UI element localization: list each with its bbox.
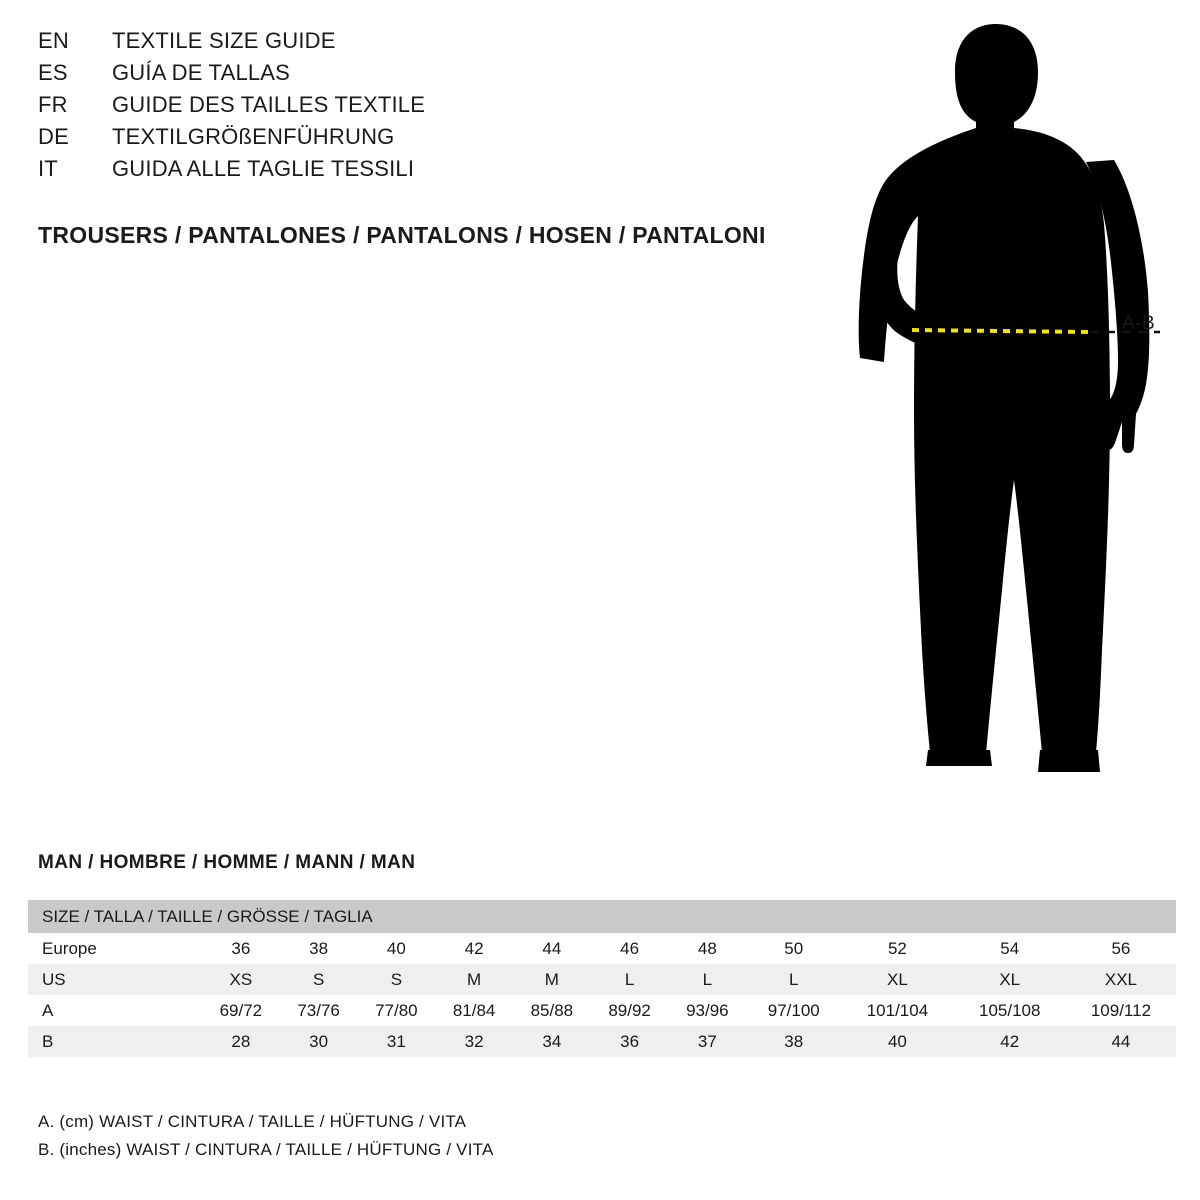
size-table bbox=[28, 900, 1176, 1057]
cell: 32 bbox=[435, 1026, 513, 1057]
language-row bbox=[38, 156, 838, 188]
cell: 46 bbox=[591, 933, 669, 964]
language-title: TEXTILGRÖßENFÜHRUNG bbox=[112, 124, 395, 149]
cell: 52 bbox=[841, 933, 953, 964]
cell: 73/76 bbox=[280, 995, 358, 1026]
cell: 56 bbox=[1066, 933, 1176, 964]
cell: M bbox=[435, 964, 513, 995]
cell: 36 bbox=[591, 1026, 669, 1057]
cell: XS bbox=[202, 964, 280, 995]
cell: 105/108 bbox=[954, 995, 1066, 1026]
cell: 93/96 bbox=[669, 995, 747, 1026]
cell: S bbox=[280, 964, 358, 995]
cell: L bbox=[746, 964, 841, 995]
language-code: DE bbox=[38, 124, 69, 149]
cell: 38 bbox=[280, 933, 358, 964]
language-title: GUIDE DES TAILLES TEXTILE bbox=[112, 92, 426, 117]
language-row bbox=[38, 124, 838, 156]
language-row bbox=[38, 28, 838, 60]
cell: 50 bbox=[746, 933, 841, 964]
language-code: IT bbox=[38, 156, 58, 181]
cell: 38 bbox=[746, 1026, 841, 1057]
table-header-label: SIZE / TALLA / TAILLE / GRÖSSE / TAGLIA bbox=[28, 900, 1176, 933]
cell: 34 bbox=[513, 1026, 591, 1057]
row-label: US bbox=[28, 964, 202, 995]
cell: 42 bbox=[435, 933, 513, 964]
cell: L bbox=[669, 964, 747, 995]
footnote-a: A. (cm) WAIST / CINTURA / TAILLE / HÜFTUNG / VITA bbox=[38, 1112, 467, 1131]
footnotes bbox=[38, 1108, 494, 1164]
figure-illustration bbox=[800, 10, 1200, 810]
language-title: GUÍA DE TALLAS bbox=[112, 60, 291, 85]
cell: XL bbox=[954, 964, 1066, 995]
cell: S bbox=[358, 964, 436, 995]
cell: L bbox=[591, 964, 669, 995]
cell: 97/100 bbox=[746, 995, 841, 1026]
cell: 28 bbox=[202, 1026, 280, 1057]
cell: 54 bbox=[954, 933, 1066, 964]
cell: 31 bbox=[358, 1026, 436, 1057]
cell: 101/104 bbox=[841, 995, 953, 1026]
cell: 42 bbox=[954, 1026, 1066, 1057]
cell: 48 bbox=[669, 933, 747, 964]
language-title: TEXTILE SIZE GUIDE bbox=[112, 28, 336, 53]
cell: 81/84 bbox=[435, 995, 513, 1026]
cell: 37 bbox=[669, 1026, 747, 1057]
garment-type-title: TROUSERS / PANTALONES / PANTALONS / HOSEN / PANTALONI bbox=[38, 222, 766, 248]
language-row bbox=[38, 92, 838, 124]
language-code: ES bbox=[38, 60, 68, 85]
table-row bbox=[28, 964, 1176, 995]
row-label: B bbox=[28, 1026, 202, 1057]
language-row bbox=[38, 60, 838, 92]
cell: XXL bbox=[1066, 964, 1176, 995]
row-label: A bbox=[28, 995, 202, 1026]
cell: 109/112 bbox=[1066, 995, 1176, 1026]
cell: 40 bbox=[358, 933, 436, 964]
cell: 77/80 bbox=[358, 995, 436, 1026]
measure-label-ab: A-B bbox=[1122, 313, 1156, 334]
cell: 30 bbox=[280, 1026, 358, 1057]
language-title: GUIDA ALLE TAGLIE TESSILI bbox=[112, 156, 415, 181]
table-row bbox=[28, 933, 1176, 964]
cell: XL bbox=[841, 964, 953, 995]
row-label: Europe bbox=[28, 933, 202, 964]
table-row bbox=[28, 1026, 1176, 1057]
footnote-b: B. (inches) WAIST / CINTURA / TAILLE / HÜFTUNG / VITA bbox=[38, 1140, 494, 1159]
man-silhouette-icon bbox=[859, 24, 1150, 772]
language-code: FR bbox=[38, 92, 68, 117]
table-caption-man: MAN / HOMBRE / HOMME / MANN / MAN bbox=[38, 852, 416, 873]
language-code: EN bbox=[38, 28, 69, 53]
table-header-row bbox=[28, 900, 1176, 933]
cell: M bbox=[513, 964, 591, 995]
cell: 44 bbox=[513, 933, 591, 964]
cell: 69/72 bbox=[202, 995, 280, 1026]
cell: 85/88 bbox=[513, 995, 591, 1026]
cell: 36 bbox=[202, 933, 280, 964]
cell: 89/92 bbox=[591, 995, 669, 1026]
cell: 40 bbox=[841, 1026, 953, 1057]
language-title-block bbox=[38, 28, 838, 188]
cell: 44 bbox=[1066, 1026, 1176, 1057]
table-row bbox=[28, 995, 1176, 1026]
